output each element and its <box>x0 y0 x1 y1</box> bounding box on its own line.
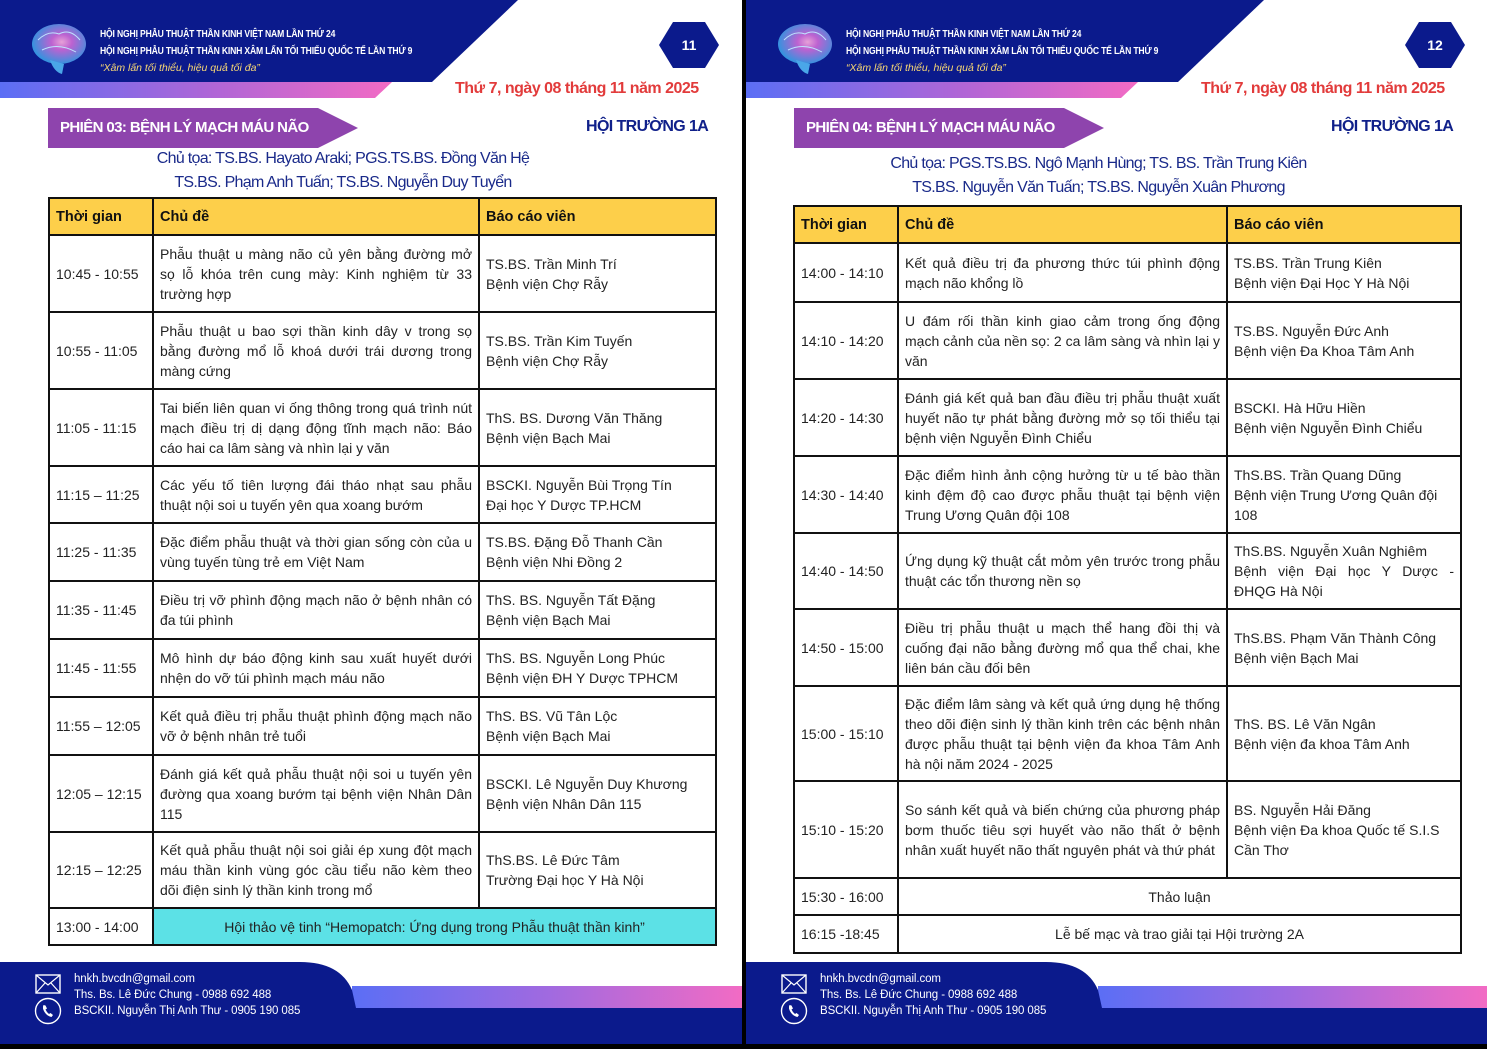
table-row <box>794 456 1461 533</box>
table-row <box>794 533 1461 609</box>
time-cell: 14:20 - 14:30 <box>794 379 898 456</box>
phone-icon <box>34 997 62 1025</box>
chairs-line-1: Chủ tọa: TS.BS. Hayato Araki; PGS.TS.BS. Đồng Văn Hệ <box>156 150 530 167</box>
table-header-row <box>49 198 716 235</box>
chairs-line-2: TS.BS. Phạm Anh Tuấn; TS.BS. Nguyễn Duy Tuyển <box>174 174 512 191</box>
time-cell: 15:30 - 16:00 <box>794 878 898 915</box>
table-row <box>49 581 716 639</box>
table-row <box>794 243 1461 302</box>
page-number-badge <box>659 22 719 68</box>
speaker-name: ThS.BS. Lê Đức Tâm <box>486 852 620 868</box>
speaker-cell <box>1227 243 1461 302</box>
speaker-cell <box>1227 781 1461 878</box>
speaker-affiliation: Bệnh viện Bạch Mai <box>486 728 611 744</box>
speaker-name: TS.BS. Đặng Đỗ Thanh Cần <box>486 534 663 550</box>
speaker-name: ThS.BS. Trần Quang Dũng <box>1234 466 1402 483</box>
table-row <box>49 466 716 523</box>
speaker-name: BSCKI. Lê Nguyễn Duy Khương <box>486 775 688 792</box>
speaker-name: TS.BS. Trần Minh Trí <box>486 255 617 272</box>
speaker-cell <box>479 235 716 312</box>
table-row <box>794 781 1461 878</box>
speaker-cell <box>1227 379 1461 456</box>
time-cell: 11:35 - 11:45 <box>49 581 153 639</box>
session-title: PHIÊN 03: BỆNH LÝ MẠCH MÁU NÃO <box>60 119 309 136</box>
session-title: PHIÊN 04: BỆNH LÝ MẠCH MÁU NÃO <box>806 119 1055 136</box>
speaker-cell <box>479 755 716 832</box>
topic-cell: Đánh giá kết quả ban đầu điều trị phẫu thuật xuất huyết não tự phát bằng đường mở sọ tối thiểu tại bệnh viện Nguyễn Đình Chiểu <box>898 379 1227 456</box>
chairs-line-1: Chủ tọa: PGS.TS.BS. Ngô Mạnh Hùng; TS. BS. Trần Trung Kiên <box>890 155 1307 172</box>
session-banner <box>48 108 358 148</box>
header-time: Thời gian <box>794 206 898 243</box>
table-row <box>49 697 716 755</box>
time-cell: 11:55 – 12:05 <box>49 697 153 755</box>
speaker-affiliation: Bệnh viện đa khoa Tâm Anh <box>1234 735 1410 752</box>
slogan: “Xâm lấn tối thiểu, hiệu quả tối đa” <box>846 62 1006 74</box>
speaker-name: BSCKI. Nguyễn Bùi Trọng Tín <box>486 476 672 493</box>
speaker-cell <box>1227 609 1461 686</box>
topic-cell: Đặc điểm phẫu thuật và thời gian sống còn của u vùng tuyến tùng trẻ em Việt Nam <box>153 523 479 581</box>
speaker-affiliation: Bệnh viện Chợ Rẫy <box>486 352 609 369</box>
topic-cell: Đặc điểm lâm sàng và kết quả ứng dụng hệ thống theo dõi điện sinh lý thần kinh trên các bệnh nhân được phẫu thuật tại bệnh viện đa khoa Tâm Anh hà nội năm 2024 - 2025 <box>898 686 1227 781</box>
speaker-cell <box>479 697 716 755</box>
speaker-name: ThS.BS. Phạm Văn Thành Công <box>1234 629 1437 646</box>
speaker-affiliation: Bệnh viện Nguyễn Đình Chiểu <box>1234 419 1423 436</box>
time-cell: 14:40 - 14:50 <box>794 533 898 609</box>
phone-icon <box>780 997 808 1025</box>
time-cell: 15:00 - 15:10 <box>794 686 898 781</box>
session-date: Thứ 7, ngày 08 tháng 11 năm 2025 <box>1201 80 1445 97</box>
footer-contact-2: BSCKII. Nguyễn Thị Anh Thư - 0905 190 085 <box>74 1005 301 1017</box>
conference-title-2: HỘI NGHỊ PHẪU THUẬT THẦN KINH XÂM LẤN TỐI THIỂU QUỐC TẾ LẦN THỨ 9 <box>100 46 413 57</box>
speaker-affiliation: Bệnh viện Nhi Đồng 2 <box>486 554 623 570</box>
chairs-line-2: TS.BS. Nguyễn Văn Tuấn; TS.BS. Nguyễn Xuân Phương <box>912 179 1285 196</box>
topic-cell: Ứng dụng kỹ thuật cắt mỏm yên trước trong phẫu thuật các tổn thương nền sọ <box>898 533 1227 609</box>
time-cell: 13:00 - 14:00 <box>49 908 153 945</box>
speaker-name: ThS. BS. Nguyễn Long Phúc <box>486 650 665 666</box>
brain-logo-icon <box>28 20 90 76</box>
page-number: 12 <box>1427 37 1443 53</box>
time-cell: 12:05 – 12:15 <box>49 755 153 832</box>
slogan: “Xâm lấn tối thiểu, hiệu quả tối đa” <box>100 62 260 74</box>
speaker-affiliation: Bệnh viện Đa khoa Quốc tế S.I.S Cần Thơ <box>1234 821 1440 858</box>
speaker-name: TS.BS. Nguyễn Đức Anh <box>1234 322 1389 339</box>
speaker-affiliation: Trường Đại học Y Hà Nội <box>486 872 644 888</box>
topic-cell: Điều trị phẫu thuật u mạch thể hang đồi thị và cuống đại não bằng đường mổ qua thể chai, khe liên bán cầu đối bên <box>898 609 1227 686</box>
time-cell: 11:05 - 11:15 <box>49 389 153 466</box>
header-topic: Chủ đề <box>153 198 479 235</box>
topic-cell: Điều trị vỡ phình động mạch não ở bệnh nhân có đa túi phình <box>153 581 479 639</box>
table-row <box>49 639 716 697</box>
table-row <box>49 235 716 312</box>
time-cell: 12:15 – 12:25 <box>49 832 153 908</box>
speaker-affiliation: Bệnh viện Đại học Y Dược - ĐHQG Hà Nội <box>1234 563 1454 599</box>
table-row <box>794 609 1461 686</box>
time-cell: 14:00 - 14:10 <box>794 243 898 302</box>
speaker-affiliation: Bệnh viện Bạch Mai <box>486 429 611 446</box>
table-row-event <box>794 915 1461 953</box>
session-banner <box>794 108 1104 148</box>
speaker-affiliation: Bệnh viện Bạch Mai <box>1234 649 1359 666</box>
page-number-badge <box>1405 22 1465 68</box>
time-cell: 11:45 - 11:55 <box>49 639 153 697</box>
speaker-name: ThS. BS. Vũ Tân Lộc <box>486 708 618 724</box>
time-cell: 11:15 – 11:25 <box>49 466 153 523</box>
header-time: Thời gian <box>49 198 153 235</box>
topic-cell: Kết quả điều trị phẫu thuật phình động mạch não vỡ ở bệnh nhân trẻ tuổi <box>153 697 479 755</box>
mail-icon <box>35 974 61 994</box>
table-row-event <box>794 878 1461 915</box>
footer-email[interactable]: hnkh.bvcdn@gmail.com <box>74 973 195 985</box>
schedule-table <box>793 205 1462 954</box>
topic-cell: Đánh giá kết quả phẫu thuật nội soi u tuyến yên đường qua xoang bướm tại bệnh viện Nhân Dân 115 <box>153 755 479 832</box>
header-speaker: Báo cáo viên <box>479 198 716 235</box>
topic-cell: Đặc điểm hình ảnh cộng hưởng từ u tế bào thần kinh đệm độ cao được phẫu thuật tại bệnh viện Trung Ương Quân đội 108 <box>898 456 1227 533</box>
speaker-affiliation: Bệnh viện Nhân Dân 115 <box>486 795 642 812</box>
page-12 <box>746 0 1487 1044</box>
event-cell: Lễ bế mạc và trao giải tại Hội trường 2A <box>898 915 1461 953</box>
speaker-cell <box>1227 302 1461 379</box>
speaker-cell <box>479 523 716 581</box>
time-cell: 15:10 - 15:20 <box>794 781 898 878</box>
speaker-name: TS.BS. Trần Trung Kiên <box>1234 254 1382 271</box>
speaker-cell <box>1227 533 1461 609</box>
session-date: Thứ 7, ngày 08 tháng 11 năm 2025 <box>455 80 699 97</box>
table-row <box>49 755 716 832</box>
speaker-affiliation: Bệnh viện Chợ Rẫy <box>486 275 609 292</box>
speaker-cell <box>479 581 716 639</box>
table-row <box>49 523 716 581</box>
header-topic: Chủ đề <box>898 206 1227 243</box>
speaker-name: ThS. BS. Nguyễn Tất Đặng <box>486 592 656 608</box>
speaker-name: ThS. BS. Dương Văn Thăng <box>486 409 663 426</box>
topic-cell: Các yếu tố tiên lượng đái tháo nhạt sau phẫu thuật nội soi u tuyến yên qua xoang bướm <box>153 466 479 523</box>
footer-contact-1: Ths. Bs. Lê Đức Chung - 0988 692 488 <box>820 989 1018 1001</box>
mail-icon <box>781 974 807 994</box>
speaker-cell <box>479 312 716 389</box>
speaker-name: TS.BS. Trần Kim Tuyến <box>486 332 633 349</box>
footer-contact-2: BSCKII. Nguyễn Thị Anh Thư - 0905 190 085 <box>820 1005 1047 1017</box>
topic-cell: Mô hình dự báo động kinh sau xuất huyết dưới nhện do vỡ túi phình mạch máu não <box>153 639 479 697</box>
speaker-affiliation: Bệnh viện ĐH Y Dược TPHCM <box>486 670 679 686</box>
conference-title-1: HỘI NGHỊ PHẪU THUẬT THẦN KINH VIỆT NAM LẦN THỨ 24 <box>846 29 1082 40</box>
schedule-table <box>48 197 717 946</box>
speaker-name: BSCKI. Hà Hữu Hiền <box>1234 399 1366 416</box>
topic-cell: Phẫu thuật u bao sợi thần kinh dây v trong sọ bằng đường mổ lỗ khoá dưới trái dương trong màng cứng <box>153 312 479 389</box>
speaker-name: BS. Nguyễn Hải Đăng <box>1234 801 1371 818</box>
speaker-affiliation: Bệnh viện Bạch Mai <box>486 612 611 628</box>
header-speaker: Báo cáo viên <box>1227 206 1461 243</box>
page-number: 11 <box>681 37 697 53</box>
table-row-event <box>49 908 716 945</box>
speaker-affiliation: Bệnh viện Đại Học Y Hà Nội <box>1234 274 1410 291</box>
table-header-row <box>794 206 1461 243</box>
hall-name: HỘI TRƯỜNG 1A <box>586 118 709 135</box>
conference-title-1: HỘI NGHỊ PHẪU THUẬT THẦN KINH VIỆT NAM LẦN THỨ 24 <box>100 29 336 40</box>
time-cell: 10:45 - 10:55 <box>49 235 153 312</box>
speaker-affiliation: Bệnh viện Trung Ương Quân đội 108 <box>1234 486 1438 523</box>
footer-email[interactable]: hnkh.bvcdn@gmail.com <box>820 973 941 985</box>
speaker-affiliation: Đại học Y Dược TP.HCM <box>486 496 642 513</box>
speaker-name: ThS. BS. Lê Văn Ngân <box>1234 715 1376 732</box>
speaker-cell <box>479 832 716 908</box>
table-row <box>794 686 1461 781</box>
event-cell: Hội thảo vệ tinh “Hemopatch: Ứng dụng trong Phẫu thuật thần kinh” <box>153 908 716 945</box>
topic-cell: Tai biến liên quan vi ống thông trong quá trình nút mạch điều trị dị dạng động tĩnh mạch não: Báo cáo hai ca lâm sàng và nhìn lại y văn <box>153 389 479 466</box>
table-row <box>49 312 716 389</box>
table-row <box>794 379 1461 456</box>
speaker-affiliation: Bệnh viện Đa Khoa Tâm Anh <box>1234 342 1415 359</box>
event-cell: Thảo luận <box>898 878 1461 915</box>
topic-cell: So sánh kết quả và biến chứng của phương pháp bơm thuốc tiêu sợi huyết vào não thất ở bệnh nhân xuất huyết não thất nguyên phát và thứ phát <box>898 781 1227 878</box>
time-cell: 14:30 - 14:40 <box>794 456 898 533</box>
speaker-name: ThS.BS. Nguyễn Xuân Nghiêm <box>1234 543 1427 559</box>
time-cell: 11:25 - 11:35 <box>49 523 153 581</box>
speaker-cell <box>1227 456 1461 533</box>
time-cell: 16:15 -18:45 <box>794 915 898 953</box>
brain-logo-icon <box>774 20 836 76</box>
topic-cell: Phẫu thuật u màng não củ yên bằng đường mở sọ lỗ khóa trên cung mày: Kinh nghiệm từ 33 trường hợp <box>153 235 479 312</box>
page-11 <box>0 0 742 1044</box>
topic-cell: Kết quả phẫu thuật nội soi giải ép xung đột mạch máu thần kinh vùng góc cầu tiểu não kèm theo dõi điện sinh lý thần kinh trong mổ <box>153 832 479 908</box>
time-cell: 10:55 - 11:05 <box>49 312 153 389</box>
time-cell: 14:50 - 15:00 <box>794 609 898 686</box>
hall-name: HỘI TRƯỜNG 1A <box>1331 118 1454 135</box>
time-cell: 14:10 - 14:20 <box>794 302 898 379</box>
speaker-cell <box>1227 686 1461 781</box>
topic-cell: Kết quả điều trị đa phương thức túi phình động mạch não khổng lồ <box>898 243 1227 302</box>
topic-cell: U đám rối thần kinh giao cảm trong ống động mạch cảnh của nền sọ: 2 ca lâm sàng và nhìn lại y văn <box>898 302 1227 379</box>
speaker-cell <box>479 639 716 697</box>
table-row <box>49 389 716 466</box>
speaker-cell <box>479 389 716 466</box>
speaker-cell <box>479 466 716 523</box>
table-row <box>794 302 1461 379</box>
table-row <box>49 832 716 908</box>
footer-contact-1: Ths. Bs. Lê Đức Chung - 0988 692 488 <box>74 989 272 1001</box>
conference-title-2: HỘI NGHỊ PHẪU THUẬT THẦN KINH XÂM LẤN TỐI THIỂU QUỐC TẾ LẦN THỨ 9 <box>846 46 1159 57</box>
